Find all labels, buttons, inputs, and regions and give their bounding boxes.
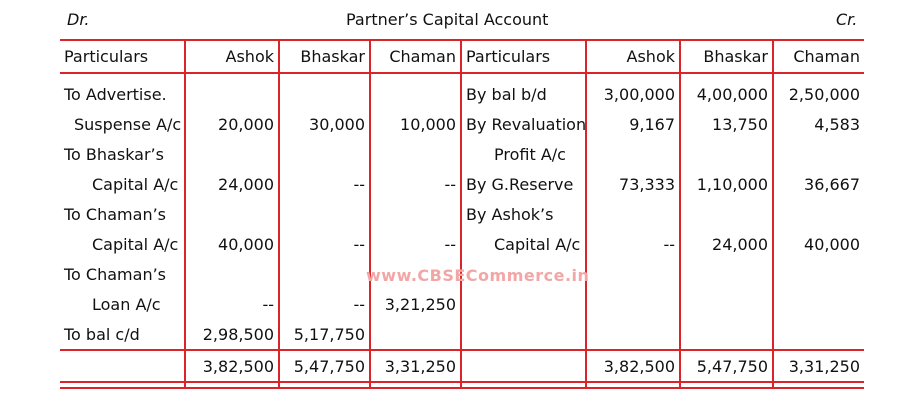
left-chaman-amount: -- [370,229,461,259]
table-header-row [60,40,864,73]
left-bhaskar-amount: -- [279,169,370,199]
left-ashok-amount: 40,000 [185,229,279,259]
right-bhaskar-amount [680,289,773,319]
right-chaman-amount: 40,000 [773,229,864,259]
left-particular: To Advertise. [64,84,167,104]
page-title: Partner’s Capital Account [346,10,549,29]
left-chaman-amount [370,79,461,109]
left-chaman-amount: -- [370,169,461,199]
left-ashok-amount: 2,98,500 [185,319,279,350]
col-header-particulars-right: Particulars [461,40,586,73]
left-particular: Loan A/c [92,294,161,314]
table-row [60,139,864,169]
left-particular: To bal c/d [64,324,140,344]
right-ashok-amount [586,319,680,350]
col-header-particulars-left: Particulars [60,40,185,73]
table-row [60,199,864,229]
right-ashok-amount [586,139,680,169]
right-particular: Profit A/c [461,139,586,169]
table-row [60,169,864,199]
right-chaman-amount [773,259,864,289]
left-bhaskar-amount [279,139,370,169]
left-ashok-amount: -- [185,289,279,319]
right-ashok-amount: 3,00,000 [586,79,680,109]
left-chaman-amount [370,319,461,350]
left-particular: Capital A/c [92,174,179,194]
right-particular: By bal b/d [461,79,586,109]
right-bhaskar-amount [680,259,773,289]
right-chaman-amount [773,199,864,229]
left-ashok-total: 3,82,500 [185,350,279,382]
left-chaman-amount: 3,21,250 [370,289,461,319]
right-bhaskar-amount [680,139,773,169]
right-chaman-amount: 36,667 [773,169,864,199]
table-row [60,109,864,139]
col-header-ashok-left: Ashok [185,40,279,73]
credit-label: Cr. [836,10,858,29]
right-ashok-amount: -- [586,229,680,259]
col-header-bhaskar-left: Bhaskar [279,40,370,73]
left-chaman-amount: 10,000 [370,109,461,139]
table-row [60,289,864,319]
right-chaman-amount [773,319,864,350]
col-header-chaman-right: Chaman [773,40,864,73]
right-particular [461,319,586,350]
left-particular: Suspense A/c [74,114,182,134]
debit-label: Dr. [67,10,90,29]
right-chaman-total: 3,31,250 [773,350,864,382]
right-ashok-total: 3,82,500 [586,350,680,382]
right-particular [461,289,586,319]
capital-account-table [60,39,864,389]
col-header-bhaskar-right: Bhaskar [680,40,773,73]
watermark-text: www.CBSECommerce.in [366,266,590,285]
left-total-label [60,350,185,382]
left-ashok-amount [185,259,279,289]
left-bhaskar-amount [279,199,370,229]
right-bhaskar-amount: 13,750 [680,109,773,139]
right-ashok-amount: 9,167 [586,109,680,139]
right-chaman-amount [773,289,864,319]
right-ashok-amount: 73,333 [586,169,680,199]
left-chaman-total: 3,31,250 [370,350,461,382]
right-chaman-amount [773,139,864,169]
left-bhaskar-amount: 5,17,750 [279,319,370,350]
left-ashok-amount: 24,000 [185,169,279,199]
right-bhaskar-amount [680,199,773,229]
left-bhaskar-amount: -- [279,289,370,319]
left-bhaskar-amount [279,259,370,289]
right-chaman-amount: 2,50,000 [773,79,864,109]
left-particular: To Chaman’s [64,264,166,284]
left-bhaskar-amount: 30,000 [279,109,370,139]
left-bhaskar-amount: -- [279,229,370,259]
left-chaman-amount [370,199,461,229]
right-particular: By Ashok’s [461,199,586,229]
right-ashok-amount [586,199,680,229]
right-total-label [461,350,586,382]
totals-row [60,350,864,382]
right-particular: By Revaluation [461,109,586,139]
left-bhaskar-amount [279,79,370,109]
right-bhaskar-amount [680,319,773,350]
left-ashok-amount [185,139,279,169]
col-header-ashok-right: Ashok [586,40,680,73]
right-ashok-amount [586,289,680,319]
left-ashok-amount [185,199,279,229]
right-bhaskar-total: 5,47,750 [680,350,773,382]
left-particular: To Bhaskar’s [64,144,164,164]
table-row [60,319,864,350]
right-particular: By G.Reserve [461,169,586,199]
right-particular: Capital A/c [461,229,586,259]
table-row [60,79,864,109]
left-chaman-amount [370,139,461,169]
right-bhaskar-amount: 1,10,000 [680,169,773,199]
left-ashok-amount [185,79,279,109]
left-particular: To Chaman’s [64,204,166,224]
table-row [60,229,864,259]
left-bhaskar-total: 5,47,750 [279,350,370,382]
right-bhaskar-amount: 24,000 [680,229,773,259]
col-header-chaman-left: Chaman [370,40,461,73]
right-ashok-amount [586,259,680,289]
left-particular: Capital A/c [92,234,179,254]
right-bhaskar-amount: 4,00,000 [680,79,773,109]
right-chaman-amount: 4,583 [773,109,864,139]
left-ashok-amount: 20,000 [185,109,279,139]
